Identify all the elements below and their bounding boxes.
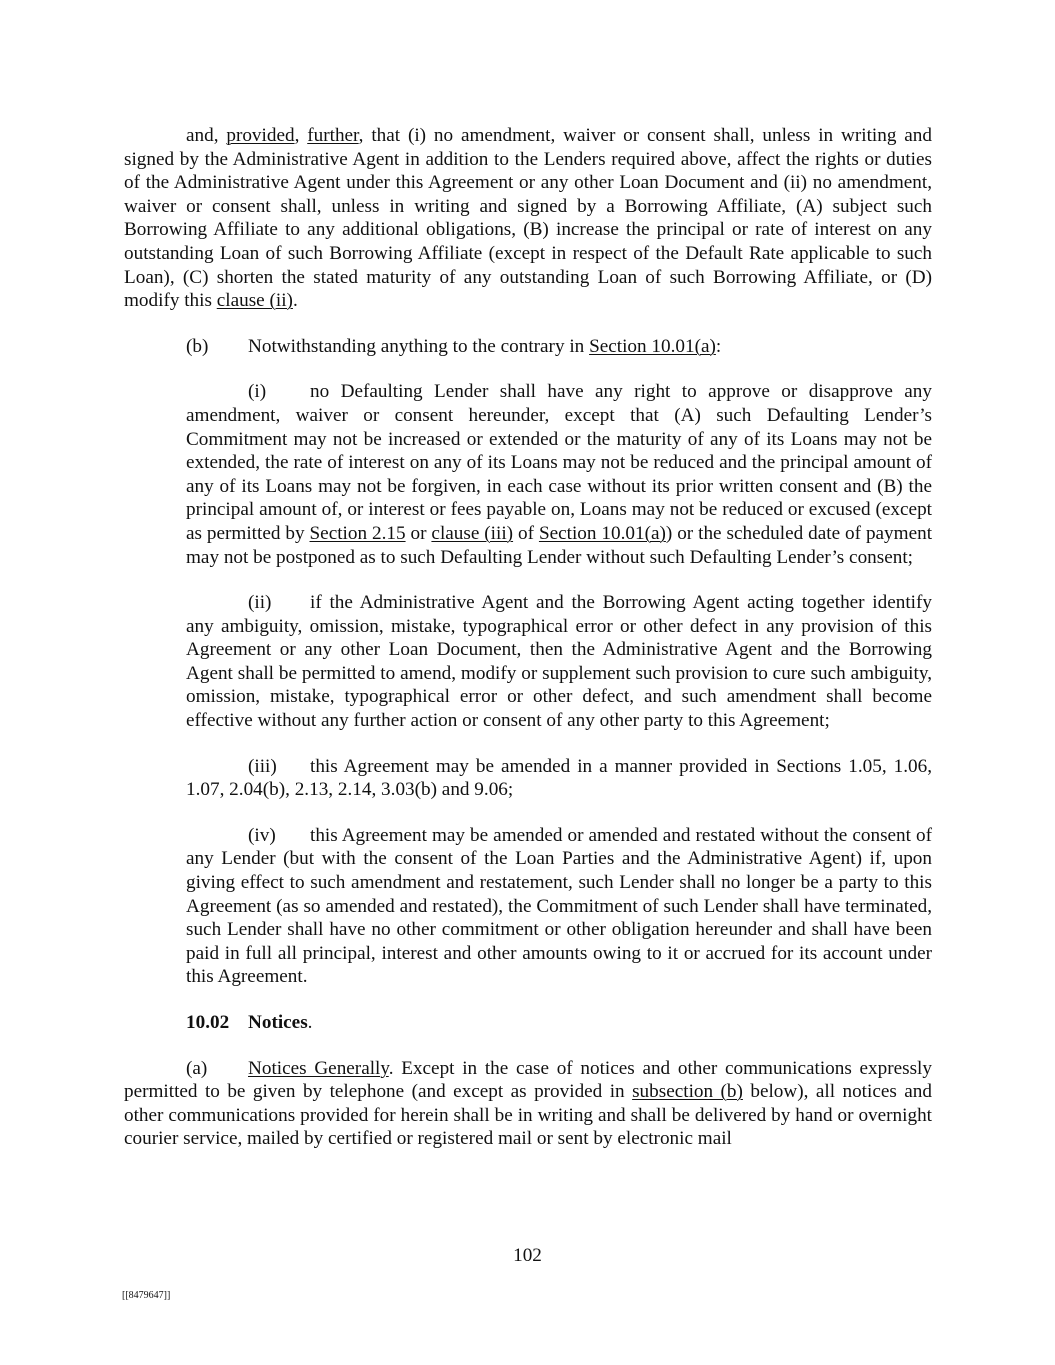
section-reference: Section 10.01(a) xyxy=(538,522,666,544)
proviso-paragraph: and, provided, further, that (i) no amendment, waiver or consent shall, unless in writing and signed by the Administrative Agent in addition to the Lenders required above, affect the rights or duties of the Administrative Agent under this Agreement or any other Loan Document and (ii) no amendment, waiver or consent shall, unless in writing and signed by a Borrowing Affiliate, (A) subject such Borrowing Affiliate to any additional obligations, (B) increase the principal or rate of interest on any outstanding Loan of such Borrowing Affiliate (except in respect of the Default Rate applicable to such Loan), (C) shorten the stated maturity of any outstanding Loan of such Borrowing Affiliate, or (D) modify this clause (ii). xyxy=(124,125,932,312)
clause-ii-paragraph: (ii) if the Administrative Agent and the Borrowing Agent acting together identify any ambiguity, omission, mistake, typographical error or other defect in any provision of this Agreement or any other Loan Document, then the Administrative Agent and the Borrowing Agent shall be permitted to amend, modify or supplement such provision to cure such ambiguity, omission, mistake, typographical error or other defect, and such amendment shall become effective without any further action or consent of any other party to this Agreement; xyxy=(186,592,932,732)
clause-iv-paragraph: (iv) this Agreement may be amended or amended and restated without the consent of any Lender (but with the consent of the Loan Parties and the Administrative Agent) if, upon giving effect to such amendment and restatement, such Lender shall no longer be a party to this Agreement (as so amended and restated), the Commitment of such Lender shall have terminated, such Lender shall have no other commitment or other obligation hereunder and shall have been paid in full all principal, interest and other amounts owing to it or accrued for its account under this Agreement. xyxy=(186,824,932,988)
clause-iii-paragraph: (iii) this Agreement may be amended in a manner provided in Sections 1.05, 1.06, 1.07, 2.04(b), 2.13, 2.14, 3.03(b) and 9.06; xyxy=(186,755,932,801)
clause-i-paragraph: (i) no Defaulting Lender shall have any right to approve or disapprove any amendment, waiver or consent hereunder, except that (A) such Defaulting Lender’s Commitment may not be increased or extended or the maturity of any of its Loans may not be extended, the rate of interest on any of its Loans may not be reduced and the principal amount of any of its Loans may not be forgiven, in each case without its prior written consent and (B) the principal amount of, or interest or fees payable on, Loans may not be reduced or excused (except as permitted by Section 2.15 or clause (iii) of Section 10.01(a)) or the scheduled date of payment may not be postponed as to such Defaulting Lender without such Defaulting Lender’s consent; xyxy=(186,381,933,568)
section-title: Notices xyxy=(248,1012,308,1033)
document-id: [[8479647]] xyxy=(122,1290,171,1301)
document-page xyxy=(124,124,932,1151)
clause-ii-block xyxy=(186,591,932,733)
section-heading: 10.02 Notices. xyxy=(186,1012,313,1033)
further-term: further xyxy=(307,125,359,146)
section-reference: Section 10.01(a) xyxy=(589,335,716,357)
clause-ii-reference: clause (ii) xyxy=(216,290,293,312)
subsection-reference: subsection (b) xyxy=(632,1081,743,1103)
clause-i-block xyxy=(186,380,932,569)
notices-generally-term: Notices Generally xyxy=(248,1057,389,1079)
clause-label: (iv) xyxy=(248,824,276,846)
clause-label: (i) xyxy=(248,381,267,403)
section-number: 10.02 xyxy=(186,1012,230,1033)
clause-iv-block xyxy=(186,824,932,989)
clause-label: (iii) xyxy=(248,755,277,777)
clause-label: (ii) xyxy=(248,592,272,614)
subsection-label: (b) xyxy=(186,335,209,357)
provided-term: provided xyxy=(226,125,295,146)
subsection-label: (a) xyxy=(186,1057,208,1079)
clause-reference: clause (iii) xyxy=(431,522,514,544)
notices-generally-paragraph: (a) Notices Generally. Except in the case of notices and other communications expressly permitted to be given by telephone (and except as provided in subsection (b) below), all notices and other communications provided for herein shall be in writing and shall be delivered by hand or overnight courier service, mailed by certified or registered mail or sent by electronic mail xyxy=(124,1057,932,1150)
subsection-b-paragraph: (b) Notwithstanding anything to the contrary in Section 10.01(a): xyxy=(186,335,722,357)
section-reference: Section 2.15 xyxy=(309,522,406,544)
page-number: 102 xyxy=(513,1245,542,1266)
clause-iii-block xyxy=(186,755,932,802)
